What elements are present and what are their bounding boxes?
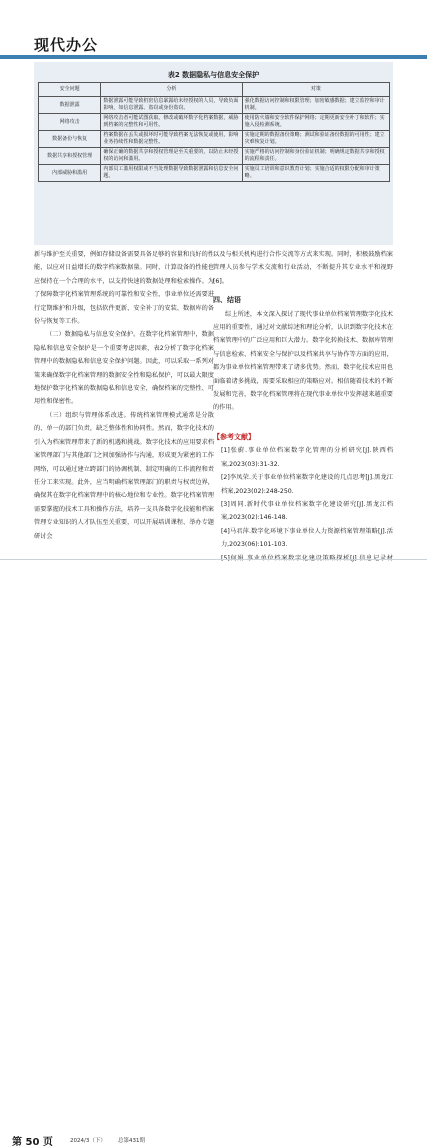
table-row bbox=[39, 165, 390, 182]
table-cell: 确保正确的数据共享和授权管理是至关重要的，以防止未经授权的访问和滥用。 bbox=[101, 148, 242, 165]
table-cell: 档案数据在丢失或损坏时可能导致档案无法恢复或使用，影响业务持续性和数据完整性。 bbox=[101, 131, 242, 148]
references-header bbox=[213, 431, 393, 444]
header-rule bbox=[0, 55, 427, 59]
table-cell: 强化数据访问控制和权限管理；加密敏感数据；建立监控和审计机制。 bbox=[242, 97, 389, 114]
table-header-row bbox=[39, 83, 390, 97]
reference-item: [4]马君萍.数字化环境下事业单位人力资源档案管理策略[J].活力,2023(06):101-103. bbox=[221, 527, 393, 549]
issue-label: 2024/3（下） bbox=[70, 1138, 106, 1144]
table-container bbox=[34, 62, 393, 245]
table-cell: 数据泄露可能导致机密信息暴露给未经授权的人员，导致负面影响，如信息泄露、盗窃或身份盗窃。 bbox=[101, 97, 242, 114]
references-title: 【参考文献】 bbox=[213, 432, 255, 441]
page-number: 第 50 页 bbox=[12, 1137, 53, 1148]
security-table bbox=[38, 82, 390, 182]
left-column bbox=[34, 248, 214, 543]
reference-item: [3]周同.新时代事业单位档案数字化建设研究[J].黑龙江档案,2023(02):146-148. bbox=[221, 500, 393, 522]
table-cell: 数据共享和授权管理 bbox=[39, 148, 101, 165]
column-header: 分析 bbox=[101, 83, 242, 97]
paragraph: 以及与相关机构进行合作交流等方式来实现。同时，积极鼓励档案管理人员参与学术交流和行业活动，不断提升其专业水平和视野[6]。 bbox=[213, 251, 393, 285]
table-row bbox=[39, 148, 390, 165]
table-cell: 实施员工培训和意识教育计划；实施合适的权限分配和审计策略。 bbox=[242, 165, 389, 182]
total-issue-label: 总第431期 bbox=[118, 1138, 145, 1144]
table-row bbox=[39, 131, 390, 148]
table-row bbox=[39, 97, 390, 114]
footer-rule bbox=[0, 559, 427, 560]
table-cell: 实施严格的访问控制和身份验证机制；明确规定数据共享和授权的流程和责任。 bbox=[242, 148, 389, 165]
table-cell: 网络攻击者可能试图获取、修改或破坏数字化档案数据，威胁到档案的完整性和可用性。 bbox=[101, 114, 242, 131]
right-column bbox=[213, 248, 393, 578]
page-header bbox=[0, 0, 427, 58]
reference-item: [2]李凤荣.关于事业单位档案数字化建设的几点思考[J].黑龙江档案,2023(02):248-250. bbox=[221, 474, 393, 495]
paragraph: 新与维护至关重要，例如存储设备需要具备足够的容量和良好的性能，以应对日益增长的数字档案数据量。同时，计算设备的性能也应保持在一个合理的水平，以支持快速的数据处理和检索操作。为了保障数字化档案管理系统的可靠性和安全性，事业单位还需要进行定期维护和升级，包括软件更新、安全补丁的安装、数据库的备份与恢复等工作。 bbox=[34, 251, 214, 326]
table-cell: 内部员工滥用权限或不当处理数据导致数据泄露和信息安全问题。 bbox=[101, 165, 242, 182]
column-header: 安全问题 bbox=[39, 83, 101, 97]
table-cell: 数据泄露 bbox=[39, 97, 101, 114]
subsection-paragraph: （二）数据隐私与信息安全保护。在数字化档案管理中，数据隐私和信息安全保护是一个重要考虑因素，表2分析了数字化档案管理中的数据隐私和信息安全保护问题。因此，可以采取一系列对策来确保数字化档案管理的数据安全性和隐私保护，可以最大限度地保护数字化档案的数据隐私和信息安全，确保档案的完整性、可用性和保密性。 bbox=[34, 331, 214, 406]
table-cell: 内部威胁和滥用 bbox=[39, 165, 101, 182]
table-cell: 使用防火墙和安全软件保护网络；定期更新安全补丁和软件；实施入侵检测系统。 bbox=[242, 114, 389, 131]
section-heading: 四、结语 bbox=[213, 296, 241, 305]
table-cell: 实施定期的数据备份策略；测试和验证备份数据的可用性；建立灾难恢复计划。 bbox=[242, 131, 389, 148]
section-title: 现代办公 bbox=[34, 36, 99, 54]
subsection-paragraph: （三）组织与管理体系改进。传统档案管理模式通常是分散的、单一的部门负责，缺乏整体性和协同性。然而，数字化技术的引入为档案管理带来了新的机遇和挑战。数字化技术的应用要求档案管理部门与其他部门之间加强协作与沟通，形成更为紧密的工作网络，可以通过建立跨部门的协调机制、制定明确的工作流程和责任分工来实现。此外，应当明确档案管理部门的职责与权责边界，确保其在数字化档案管理中的核心地位和专业性。数字化档案管理需要掌握的技术工具和操作方法，培养一支具备数字化技能和档案管理专业知识的人才队伍至关重要，可以开展培训课程、举办专题研讨会 bbox=[34, 411, 214, 540]
table-row bbox=[39, 114, 390, 131]
table-cell: 网络攻击 bbox=[39, 114, 101, 131]
column-header: 对策 bbox=[242, 83, 389, 97]
table-caption: 表2 数据隐私与信息安全保护 bbox=[167, 71, 260, 79]
reference-item: [1]张蔚.事业单位档案数字化管理的分析研究[J].陕西档案,2023(03):31-32. bbox=[221, 447, 393, 468]
page-footer bbox=[0, 565, 427, 1148]
table-cell: 数据备份与恢复 bbox=[39, 131, 101, 148]
paragraph: 综上所述，本文深入探讨了现代事业单位档案管理数字化技术应用的重要性，通过对文献综述和理论分析，认识到数字化技术在档案管理中的广泛应用和巨大潜力。数字化转换技术、数据库管理与信息检索、档案安全与保护以及档案共享与协作等方面的应用，都为事业单位档案管理带来了诸多优势。然而，数字化技术应用也面临着诸多挑战，需要采取相应的策略应对。相信随着技术的不断发展和完善，数字化档案管理将在现代事业单位中发挥越来越重要的作用。 bbox=[213, 310, 393, 412]
